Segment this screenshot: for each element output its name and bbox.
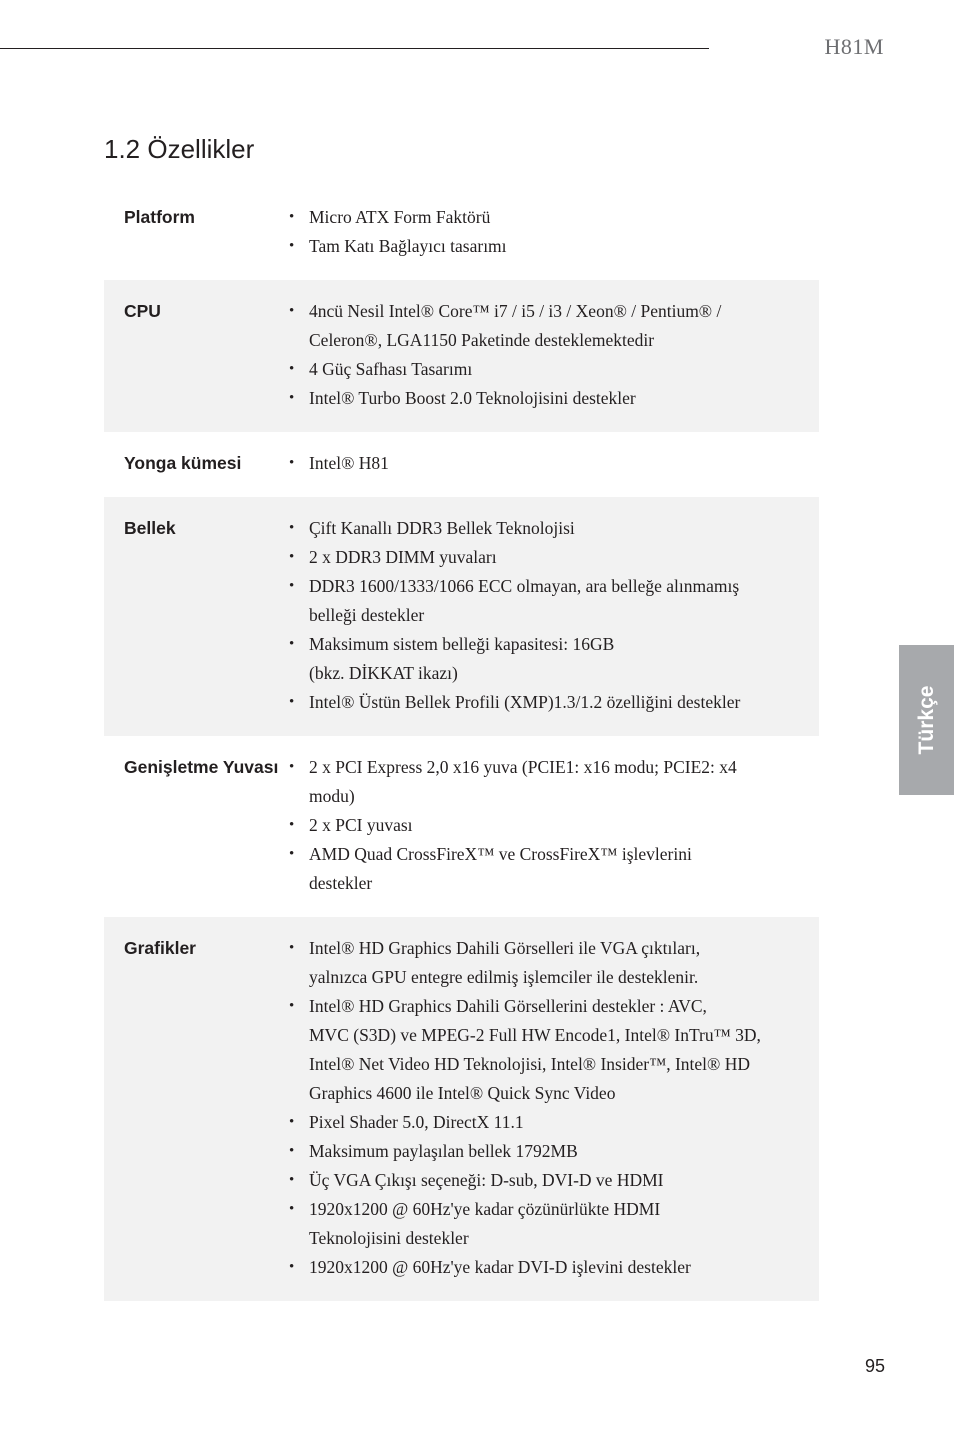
spec-item-line: • Maksimum paylaşılan bellek 1792MB <box>309 1141 578 1161</box>
spec-item-line: destekler <box>309 873 373 893</box>
spec-items <box>289 449 799 478</box>
spec-label: Grafikler <box>124 938 196 958</box>
spec-label: CPU <box>124 301 161 321</box>
spec-items <box>289 934 799 1282</box>
spec-item <box>289 1137 799 1166</box>
spec-item-line: • Micro ATX Form Faktörü <box>309 207 491 227</box>
spec-item-line: (bkz. DİKKAT ikazı) <box>309 663 458 683</box>
specifications-table <box>104 186 819 1301</box>
spec-item <box>289 688 799 717</box>
spec-item-line: yalnızca GPU entegre edilmiş işlemciler ile desteklenir. <box>309 967 699 987</box>
spec-item-line: • 2 x PCI Express 2,0 x16 yuva (PCIE1: x16 modu; PCIE2: x4 <box>309 757 737 777</box>
spec-item-line: belleği destekler <box>309 605 425 625</box>
spec-item-line: • Intel® HD Graphics Dahili Görsellerini destekler : AVC, <box>309 996 707 1016</box>
spec-item-line: • Intel® Turbo Boost 2.0 Teknolojisini destekler <box>309 388 636 408</box>
spec-item-line: • 4ncü Nesil Intel® Core™ i7 / i5 / i3 / Xeon® / Pentium® / <box>309 301 722 321</box>
spec-item <box>289 1108 799 1137</box>
spec-item-line: • 4 Güç Safhası Tasarımı <box>309 359 473 379</box>
spec-item-line: • 2 x PCI yuvası <box>309 815 413 835</box>
header-rule <box>0 48 709 49</box>
spec-item <box>289 1253 799 1282</box>
spec-row <box>104 432 819 497</box>
spec-item-line: • Üç VGA Çıkışı seçeneği: D-sub, DVI-D ve HDMI <box>309 1170 664 1190</box>
spec-item <box>289 384 799 413</box>
spec-item <box>289 1166 799 1195</box>
spec-label: Genişletme Yuvası <box>124 757 279 777</box>
spec-items <box>289 203 799 261</box>
spec-items <box>289 753 799 898</box>
spec-item-line: • Maksimum sistem belleği kapasitesi: 16GB <box>309 634 615 654</box>
spec-item <box>289 232 799 261</box>
spec-item-line: MVC (S3D) ve MPEG-2 Full HW Encode1, Intel® InTru™ 3D, <box>309 1025 761 1045</box>
spec-item-line: • Pixel Shader 5.0, DirectX 11.1 <box>309 1112 524 1132</box>
spec-item-line: Intel® Net Video HD Teknolojisi, Intel® Insider™, Intel® HD <box>309 1054 750 1074</box>
spec-item-line: • Çift Kanallı DDR3 Bellek Teknolojisi <box>309 518 575 538</box>
language-tab-label: Türkçe <box>914 685 938 755</box>
spec-item <box>289 840 799 898</box>
spec-item <box>289 543 799 572</box>
page-number: 95 <box>864 1356 885 1376</box>
spec-item-line: Teknolojisini destekler <box>309 1228 469 1248</box>
spec-row <box>104 280 819 432</box>
spec-item <box>289 514 799 543</box>
spec-item <box>289 203 799 232</box>
spec-label: Platform <box>124 207 195 227</box>
spec-item-line: • Intel® H81 <box>309 453 389 473</box>
spec-item-line: • 1920x1200 @ 60Hz'ye kadar DVI-D işlevini destekler <box>309 1257 691 1277</box>
spec-item-line: • Intel® Üstün Bellek Profili (XMP)1.3/1.2 özelliğini destekler <box>309 692 741 712</box>
spec-item <box>289 753 799 811</box>
spec-item-line: Graphics 4600 ile Intel® Quick Sync Video <box>309 1083 616 1103</box>
spec-item <box>289 297 799 355</box>
spec-row <box>104 736 819 917</box>
spec-item <box>289 1195 799 1253</box>
spec-item <box>289 992 799 1108</box>
spec-row <box>104 917 819 1301</box>
spec-item-line: • Intel® HD Graphics Dahili Görselleri ile VGA çıktıları, <box>309 938 701 958</box>
spec-item <box>289 572 799 630</box>
section-title: 1.2 Özellikler <box>104 134 255 164</box>
spec-item-line: • 1920x1200 @ 60Hz'ye kadar çözünürlükte HDMI <box>309 1199 661 1219</box>
spec-label: Yonga kümesi <box>124 453 242 473</box>
spec-item-line: • Tam Katı Bağlayıcı tasarımı <box>309 236 507 256</box>
spec-item <box>289 934 799 992</box>
spec-item <box>289 449 799 478</box>
spec-row <box>104 186 819 280</box>
spec-item-line: • DDR3 1600/1333/1066 ECC olmayan, ara belleğe alınmamış <box>309 576 740 596</box>
spec-item-line: modu) <box>309 786 355 806</box>
spec-row <box>104 497 819 736</box>
spec-item <box>289 630 799 688</box>
spec-item <box>289 811 799 840</box>
spec-items <box>289 514 799 717</box>
language-tab <box>899 645 954 795</box>
spec-item-line: • 2 x DDR3 DIMM yuvaları <box>309 547 497 567</box>
spec-label: Bellek <box>124 518 176 538</box>
spec-item <box>289 355 799 384</box>
spec-item-line: • AMD Quad CrossFireX™ ve CrossFireX™ işlevlerini <box>309 844 692 864</box>
spec-items <box>289 297 799 413</box>
spec-item-line: Celeron®, LGA1150 Paketinde desteklemektedir <box>309 330 655 350</box>
model-name: H81M <box>824 34 884 59</box>
